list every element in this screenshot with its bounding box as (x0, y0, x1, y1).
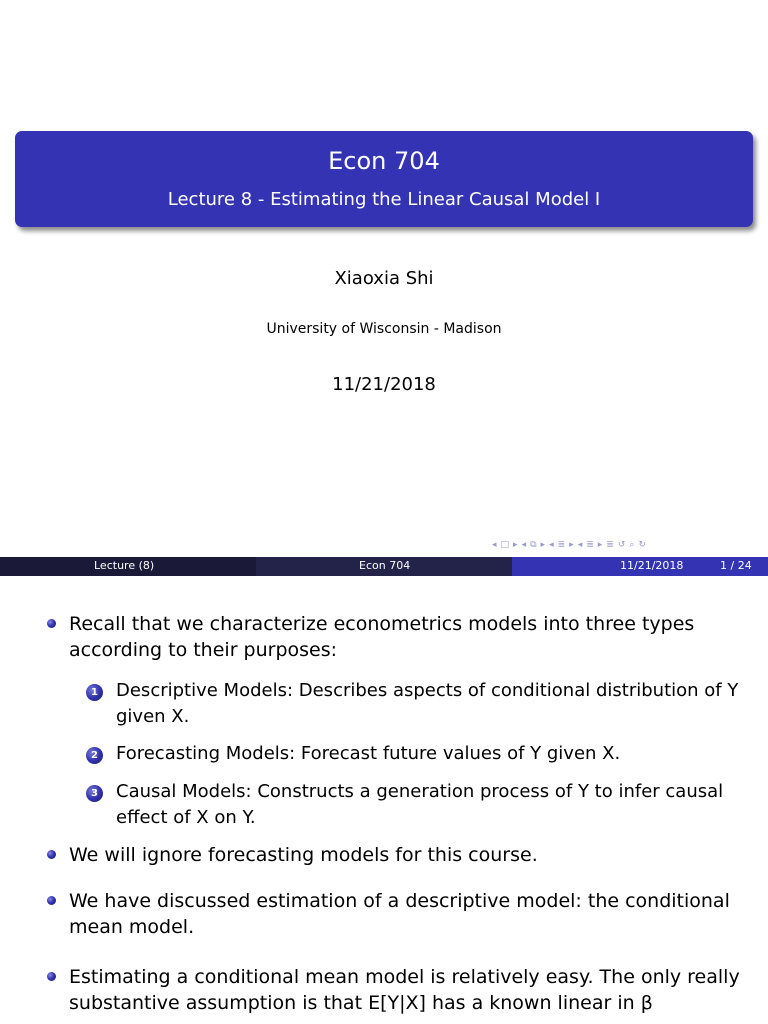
bullet-text: We will ignore forecasting models for this course. (69, 844, 538, 866)
bullet-text: Recall that we characterize econometrics models into three types according to their purposes: (69, 613, 695, 661)
footer-left (0, 557, 256, 576)
nav-subsection-left-icon[interactable]: ◂ (521, 540, 527, 550)
enum-number-1: 1 (86, 684, 103, 701)
nav-frame-icon[interactable]: □ (500, 540, 510, 550)
enum-text-3: Causal Models: Constructs a generation process of Y to infer causal effect of X on Y. (116, 781, 724, 828)
footer-lecture: Lecture (8) (94, 559, 155, 572)
nav-part-right-icon[interactable]: ▸ (597, 540, 603, 550)
slide-title: Econ 704 (328, 147, 440, 175)
nav-search-icon[interactable]: ⌕ (629, 540, 635, 550)
enum-number-3: 3 (86, 785, 103, 802)
slide-subtitle: Lecture 8 - Estimating the Linear Causal Model I (167, 189, 601, 210)
nav-section-right-icon[interactable]: ▸ (569, 540, 574, 550)
bullet-icon (47, 972, 56, 981)
nav-subsection-icon[interactable]: ⧉ (530, 540, 537, 550)
nav-doc-icon[interactable]: ≣ (606, 540, 614, 550)
nav-back-icon[interactable]: ↺ (617, 540, 626, 550)
date: 11/21/2018 (332, 374, 436, 395)
nav-section-icon[interactable]: ≣ (557, 540, 566, 550)
bullet-icon (47, 619, 56, 628)
footer-date: 11/21/2018 (620, 559, 684, 572)
bullet-text: Estimating a conditional mean model is relatively easy. The only really substantive assumption is that E[Y|X] has a known linear in β (69, 966, 740, 1014)
nav-part-icon[interactable]: ≣ (586, 540, 594, 550)
bullet-icon (47, 850, 56, 859)
nav-frame-left-icon[interactable]: ◂ (492, 540, 497, 550)
beamer-nav-bar (492, 538, 764, 552)
footer-page-number: 1 / 24 (720, 559, 752, 572)
nav-part-left-icon[interactable]: ◂ (577, 540, 583, 550)
slide-footer (0, 557, 768, 576)
nav-frame-right-icon[interactable]: ▸ (513, 540, 518, 550)
footer-center (256, 557, 512, 576)
footer-right (512, 557, 768, 576)
enum-text-1: Descriptive Models: Describes aspects of conditional distribution of Y given X. (116, 680, 739, 727)
title-box (15, 131, 753, 227)
nav-subsection-right-icon[interactable]: ▸ (540, 540, 546, 550)
institution: University of Wisconsin - Madison (266, 321, 502, 337)
author: Xiaoxia Shi (334, 268, 434, 289)
bullet-text: We have discussed estimation of a descriptive model: the conditional mean model. (69, 890, 730, 938)
bullet-icon (47, 896, 56, 905)
nav-forward-icon[interactable]: ↻ (638, 540, 646, 550)
nav-section-left-icon[interactable]: ◂ (549, 540, 554, 550)
content-slide (0, 576, 768, 1024)
enum-text-2: Forecasting Models: Forecast future values of Y given X. (116, 743, 621, 764)
footer-course: Econ 704 (359, 559, 411, 572)
enum-number-2: 2 (86, 747, 103, 764)
